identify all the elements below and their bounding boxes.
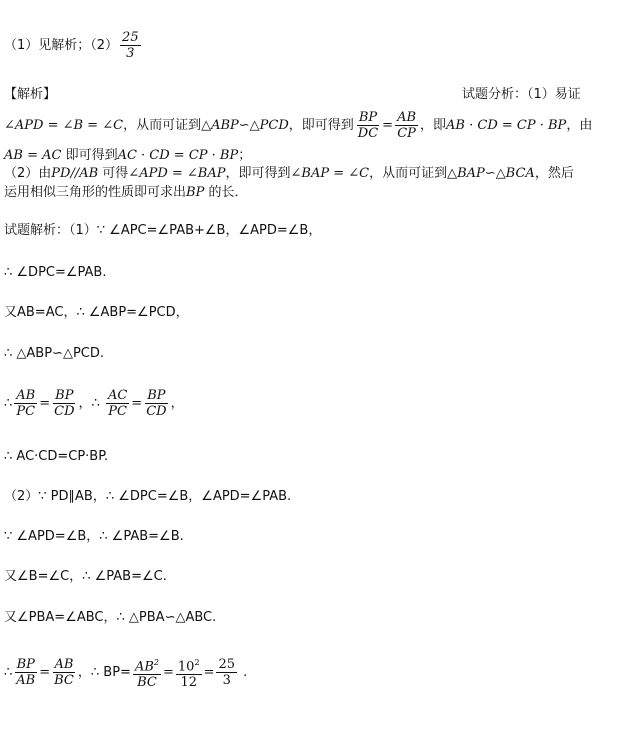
- analysis-line-4: 运用相似三角形的性质即可求出BP 的长．: [4, 185, 248, 200]
- frac-ab-pc: $\frac{AB}{PC}$: [16, 388, 36, 419]
- expr-sim2: △BAP∽△BCA: [447, 166, 535, 181]
- frac-ab2-bc: $\frac{AB^2}{BC}$: [133, 655, 161, 690]
- answer-den: 3: [126, 46, 135, 61]
- text: ；: [238, 148, 252, 163]
- solution-line-5: ∴ $\frac{AB}{PC}$ = $\frac{BP}{CD}$ ，∴ $\frac{AC}{PC}$ = $\frac{BP}{CD}$ ，: [4, 388, 184, 419]
- analysis-line-1: ∠APD = ∠B = ∠C，从而可证到△ABP∽△PCD，即可得到 $\frac{BP}{DC}$ = $\frac{AB}{CP}$ ，即AB · CD = CP · BP，由: [4, 110, 593, 141]
- expr-bap-c: ∠BAP = ∠C: [290, 166, 370, 181]
- frac-bp-ab: $\frac{BP}{AB}$: [16, 657, 36, 689]
- solution-line-3: 又AB=AC，∴ ∠ABP=∠PCD，: [4, 305, 189, 320]
- solution-line-2: ∴ ∠DPC=∠PAB.: [4, 265, 107, 280]
- expr-bp: BP: [186, 185, 205, 200]
- solution-line-1: 试题解析：（1）∵ ∠APC=∠PAB+∠B，∠APD=∠B，: [4, 223, 322, 238]
- expr-apd: ∠APD = ∠B = ∠C: [4, 118, 124, 133]
- analysis-line-2: [4, 147, 251, 165]
- frac-ac-pc: $\frac{AC}{PC}$: [107, 388, 128, 419]
- expr-sim1: △ABP∽△PCD: [201, 118, 289, 133]
- frac-25-3: $\frac{25}{3}$: [218, 657, 235, 689]
- solution-line-8: ∵ ∠APD=∠B，∴ ∠PAB=∠B.: [4, 529, 184, 544]
- text: 即可得到: [61, 148, 118, 163]
- frac-bp-cd-2: $\frac{BP}{CD}$: [146, 388, 167, 419]
- expr-apd-bap: ∠APD = ∠BAP: [128, 166, 226, 181]
- text: ，即可得到: [288, 118, 354, 133]
- expr-parallel: PD//AB: [51, 166, 99, 181]
- answer-text: （1）见解析；（2）: [4, 38, 119, 53]
- solution-line-11: ∴ $\frac{BP}{AB}$ = $\frac{AB}{BC}$ ，∴ BP= $\frac{AB^2}{BC}$ = $\frac{10^2}{12}$ = $\frac{25}{3}$ .: [4, 655, 247, 690]
- frac-bp-dc: $\frac{BP}{DC}$: [357, 110, 379, 141]
- solution-line-9: 又∠B=∠C，∴ ∠PAB=∠C.: [4, 569, 167, 584]
- text: ，从而可证到: [123, 118, 202, 133]
- answer-fraction: [120, 30, 141, 61]
- expr-prod2: AC · CD = CP · BP: [117, 148, 239, 163]
- solution-line-10: 又∠PBA=∠ABC，∴ △PBA∽△ABC.: [4, 610, 217, 625]
- expr-prod: AB · CD = CP · BP: [446, 118, 567, 133]
- text: ，由: [566, 118, 593, 133]
- analysis-line-3: （2）由PD//AB 可得∠APD = ∠BAP，即可得到∠BAP = ∠C，从而可证到△BAP∽△BCA，然后: [4, 166, 574, 181]
- solution-line-6: ∴ AC·CD=CP·BP.: [4, 449, 109, 464]
- frac-ab-cp: $\frac{AB}{CP}$: [397, 110, 417, 141]
- analysis-header: 【解析】: [4, 87, 57, 102]
- solution-line-4: ∴ △ABP∽△PCD.: [4, 346, 105, 361]
- analysis-right-label: 试题分析：（1）易证: [462, 87, 581, 102]
- solution-line-7: （2）∵ PD∥AB，∴ ∠DPC=∠B，∠APD=∠PAB.: [4, 489, 292, 504]
- answer-num: 25: [122, 30, 139, 45]
- text: ，即: [420, 118, 447, 133]
- frac-ab-bc: $\frac{AB}{BC}$: [54, 657, 74, 689]
- frac-bp-cd: $\frac{BP}{CD}$: [54, 388, 75, 419]
- expr-ab-ac: AB = AC: [4, 148, 62, 163]
- frac-100-12: $\frac{10^2}{12}$: [176, 655, 202, 690]
- answer-line: [4, 30, 143, 61]
